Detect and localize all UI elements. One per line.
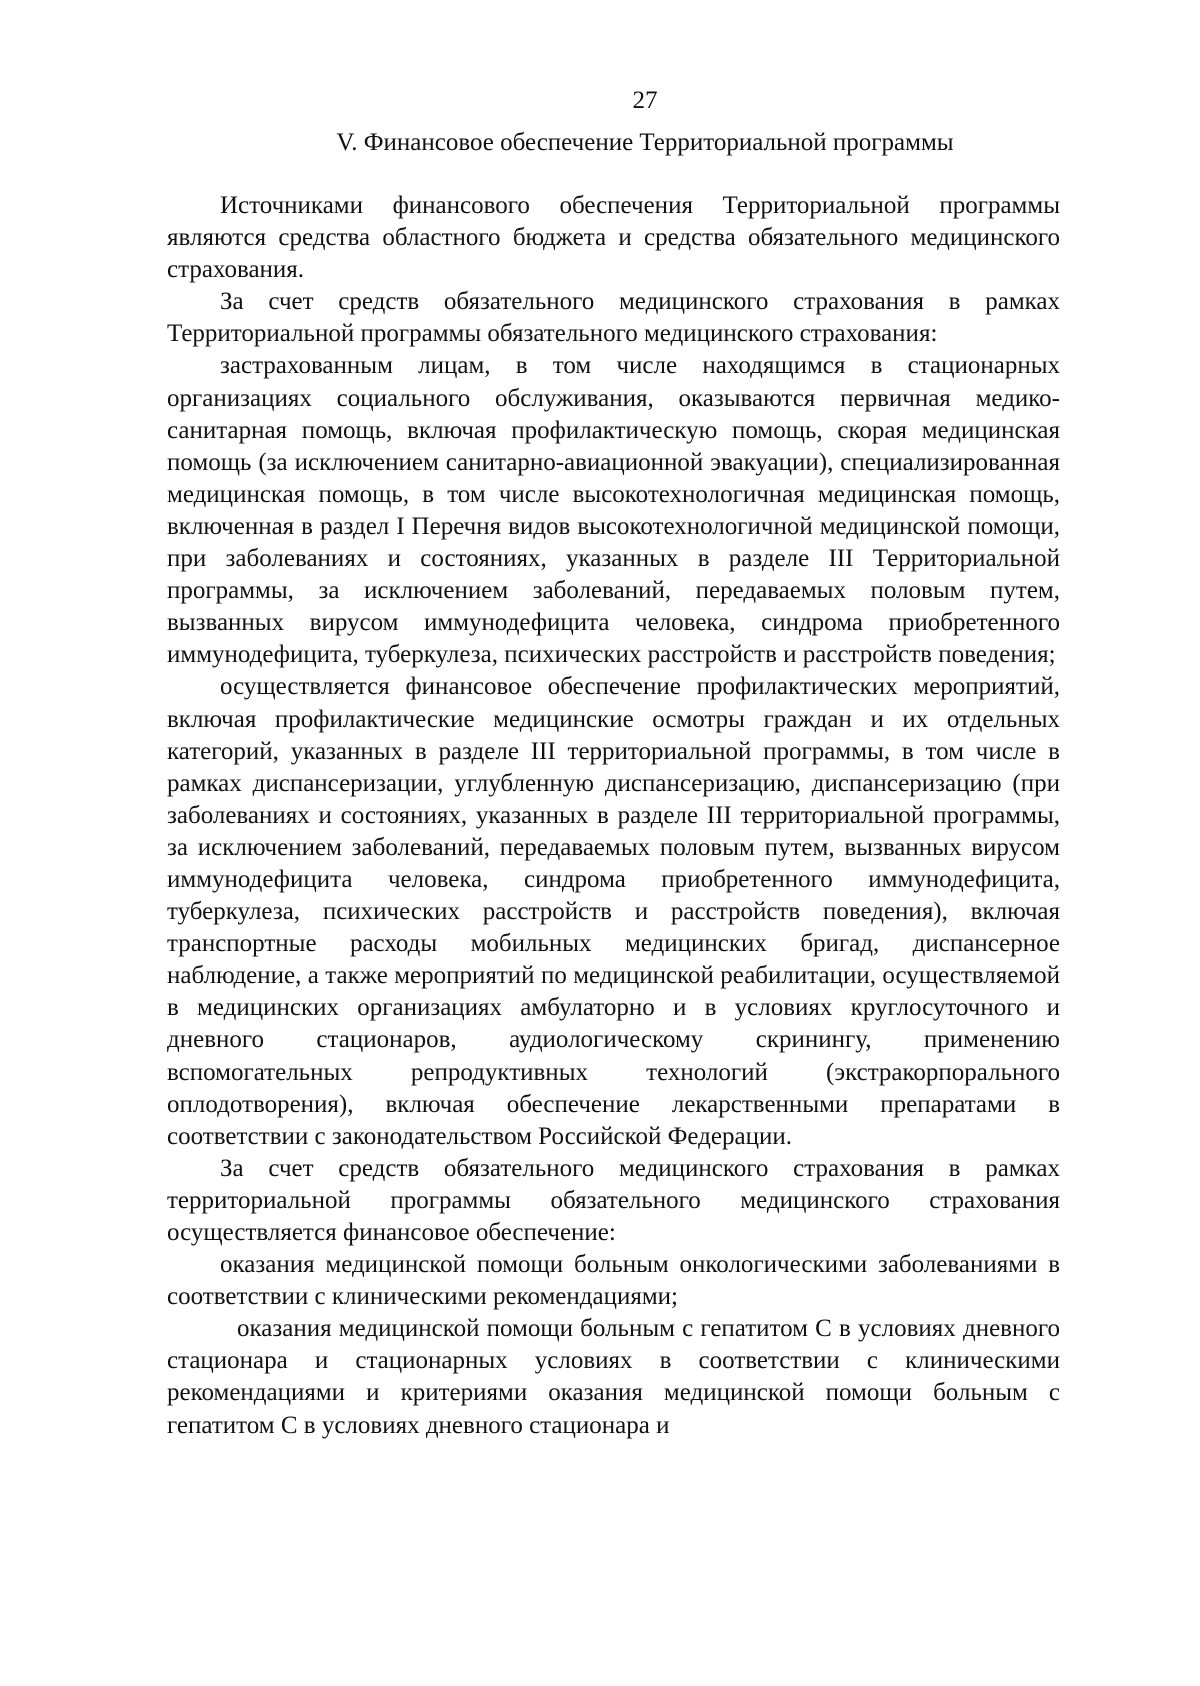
paragraph-funding-sources: Источниками финансового обеспечения Территориальной программы являются средства областного бюджета и средства обязательного медицинского страхования. bbox=[167, 192, 1060, 284]
paragraph-oms-intro: За счет средств обязательного медицинского страхования в рамках Территориальной программы обязательного медицинского страхования: bbox=[167, 288, 1060, 348]
paragraph-preventive-measures: осуществляется финансовое обеспечение профилактических мероприятий, включая профилактические медицинские осмотры граждан и их отдельных категорий, указанных в разделе III территориальной программы, в том числе в рамках диспансеризации, углубленную диспансеризацию, диспансеризацию (при заболеваниях и состояниях, указанных в разделе III территориальной программы, за исключением заболеваний, передаваемых половым путем, вызванных вирусом иммунодефицита человека, синдрома приобретенного иммунодефицита, туберкулеза, психических расстройств и расстройств поведения), включая транспортные расходы мобильных медицинских бригад, диспансерное наблюдение, а также мероприятий по медицинской реабилитации, осуществляемой в медицинских организациях амбулаторно и в условиях круглосуточного и дневного стационаров, аудиологическому скринингу, применению вспомогательных репродуктивных технологий (экстракорпорального оплодотворения), включая обеспечение лекарственными препаратами в соответствии с законодательством Российской Федерации. bbox=[167, 673, 1060, 1150]
section-title: V. Финансовое обеспечение Территориальной программы bbox=[336, 129, 954, 156]
page-number: 27 bbox=[632, 87, 658, 114]
paragraph-hepatitis-care: оказания медицинской помощи больным с гепатитом С в условиях дневного стационара и стационарных условиях в соответствии с клиническими рекомендациями и критериями оказания медицинской помощи больным с гепатитом С в условиях дневного стационара и bbox=[167, 1315, 1060, 1439]
paragraph-oms-financing: За счет средств обязательного медицинского страхования в рамках территориальной программы обязательного медицинского страхования осуществляется финансовое обеспечение: bbox=[167, 1154, 1060, 1246]
body-text bbox=[167, 190, 1060, 1442]
paragraph-insured-persons: застрахованным лицам, в том числе находящимся в стационарных организациях социального обслуживания, оказываются первичная медико-санитарная помощь, включая профилактическую помощь, скорая медицинская помощь (за исключением санитарно-авиационной эвакуации), специализированная медицинская помощь, в том числе высокотехнологичная медицинская помощь, включенная в раздел I Перечня видов высокотехнологичной медицинской помощи, при заболеваниях и состояниях, указанных в разделе III Территориальной программы, за исключением заболеваний, передаваемых половым путем, вызванных вирусом иммунодефицита человека, синдрома приобретенного иммунодефицита, туберкулеза, психических расстройств и расстройств поведения; bbox=[167, 352, 1060, 669]
paragraph-oncology-care: оказания медицинской помощи больным онкологическими заболеваниями в соответствии с клиническими рекомендациями; bbox=[167, 1251, 1060, 1311]
